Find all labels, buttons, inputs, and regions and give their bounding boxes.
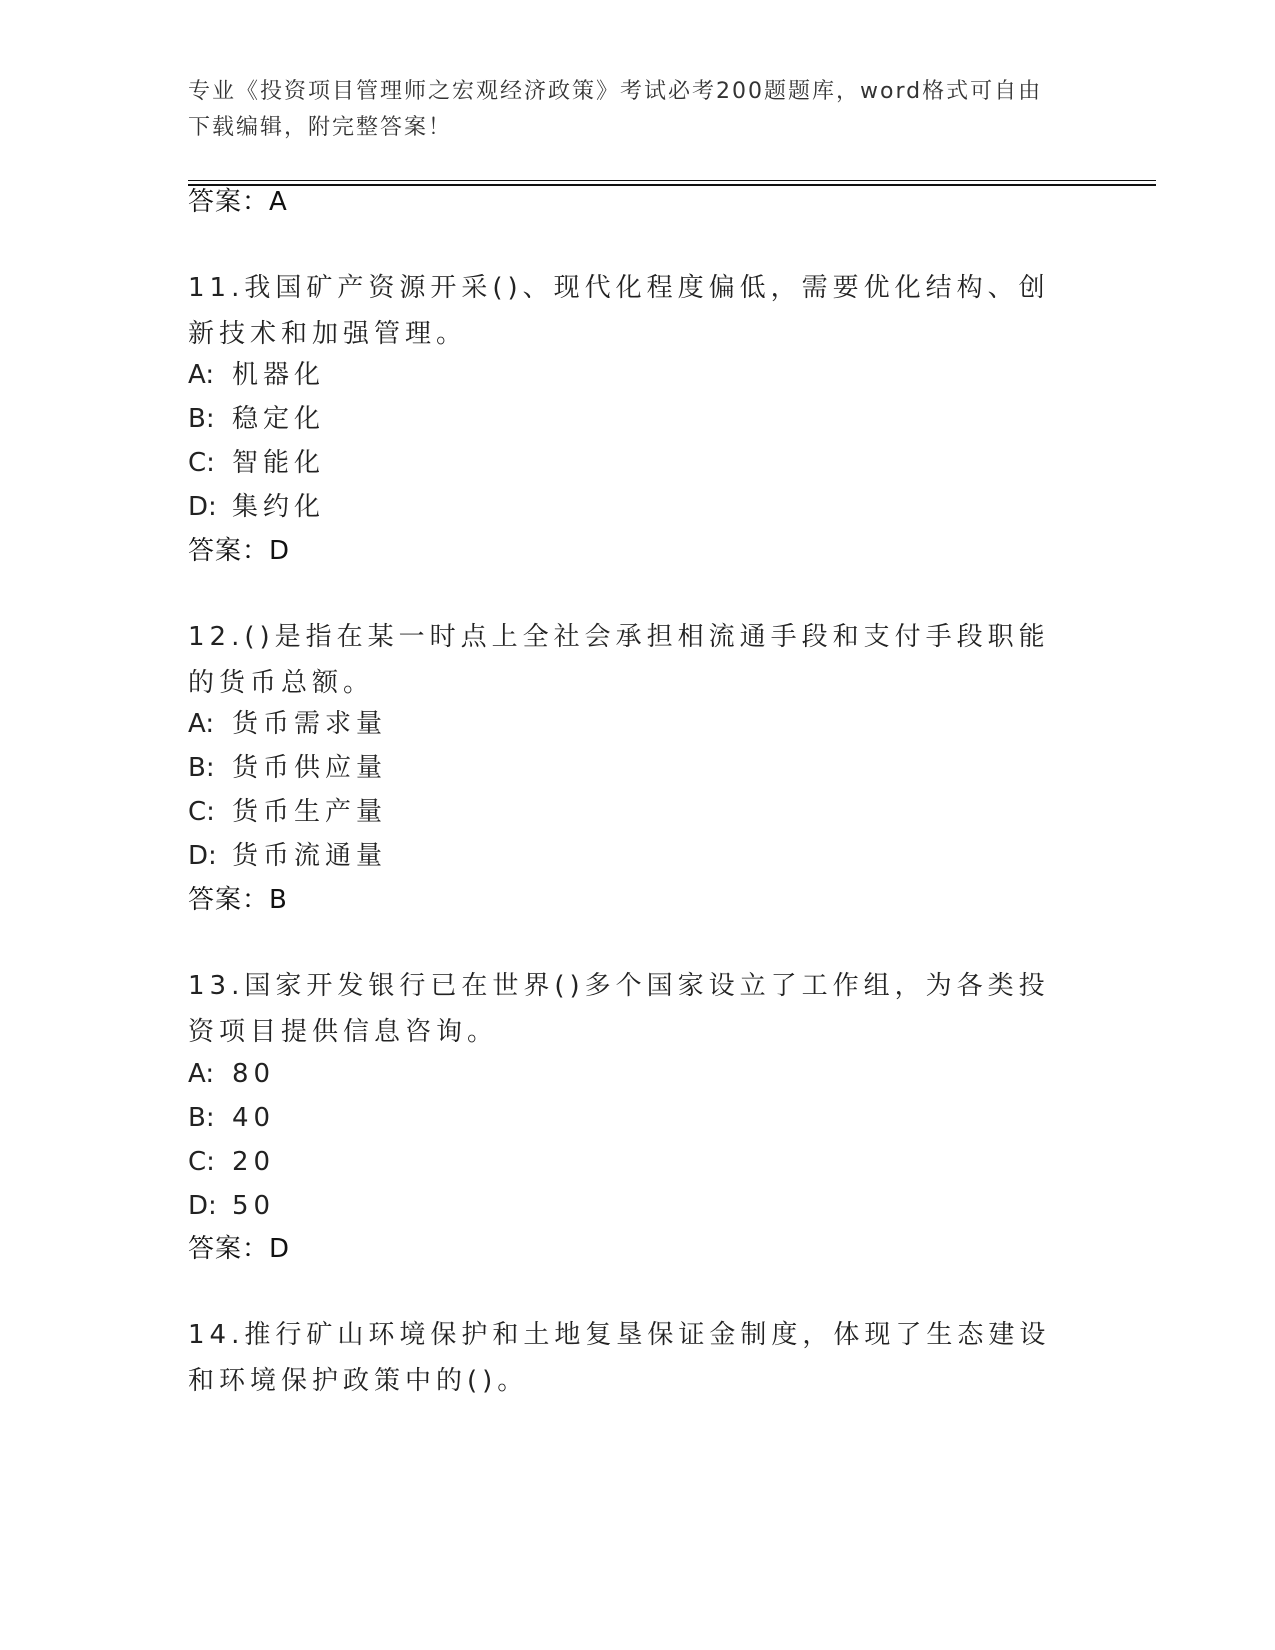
question-11-option-a [188, 358, 325, 392]
question-13-option-d [188, 1189, 275, 1223]
question-12-option-a [188, 707, 387, 741]
question-11-option-c [188, 446, 325, 480]
header-line-1: 专业《投资项目管理师之宏观经济政策》考试必考200题题库，word格式可自由 [188, 79, 1043, 104]
question-11-answer: 答案：D [188, 536, 291, 566]
question-13-text: 13.国家开发银行已在世界()多个国家设立了工作组，为各类投资项目提供信息咨询。 [188, 971, 1050, 1047]
option-letter: D: [188, 1191, 217, 1221]
question-11-text: 11.我国矿产资源开采()、现代化程度偏低，需要优化结构、创新技术和加强管理。 [188, 273, 1050, 349]
question-11-option-d [188, 490, 325, 524]
option-letter: C: [188, 1147, 215, 1177]
option-letter: A: [188, 360, 215, 390]
question-11-option-b [188, 402, 325, 436]
header-divider-thick [188, 184, 1156, 186]
option-text: 货币生产量 [232, 797, 388, 827]
option-letter: A: [188, 709, 215, 739]
document-header [188, 74, 1068, 146]
option-text: 20 [232, 1147, 276, 1177]
header-divider-thin [188, 180, 1156, 181]
question-12-option-c [188, 795, 387, 829]
question-12-option-b [188, 751, 387, 785]
option-letter: A: [188, 1059, 215, 1089]
question-13-option-a [188, 1057, 275, 1091]
option-text: 50 [232, 1191, 276, 1221]
question-13-option-c [188, 1145, 275, 1179]
option-letter: C: [188, 797, 215, 827]
option-text: 货币需求量 [232, 709, 388, 739]
question-12-answer: 答案：B [188, 885, 288, 915]
option-letter: D: [188, 492, 217, 522]
option-text: 稳定化 [232, 404, 326, 434]
option-text: 货币供应量 [232, 753, 388, 783]
header-line-2: 下载编辑，附完整答案！ [188, 115, 453, 140]
option-text: 机器化 [232, 360, 326, 390]
option-letter: D: [188, 841, 217, 871]
option-letter: B: [188, 404, 215, 434]
question-14-text: 14.推行矿山环境保护和土地复垦保证金制度，体现了生态建设和环境保护政策中的()。 [188, 1320, 1051, 1396]
option-letter: C: [188, 448, 215, 478]
question-12-text: 12.()是指在某一时点上全社会承担相流通手段和支付手段职能的货币总额。 [188, 622, 1050, 698]
question-13-answer: 答案：D [188, 1234, 291, 1264]
question-13-option-b [188, 1101, 275, 1135]
option-letter: B: [188, 753, 215, 783]
option-text: 40 [232, 1103, 276, 1133]
option-text: 智能化 [232, 448, 326, 478]
option-text: 80 [232, 1059, 276, 1089]
question-12-option-d [188, 839, 387, 873]
option-text: 集约化 [232, 492, 326, 522]
previous-answer: 答案：A [188, 187, 288, 217]
option-letter: B: [188, 1103, 215, 1133]
option-text: 货币流通量 [232, 841, 388, 871]
